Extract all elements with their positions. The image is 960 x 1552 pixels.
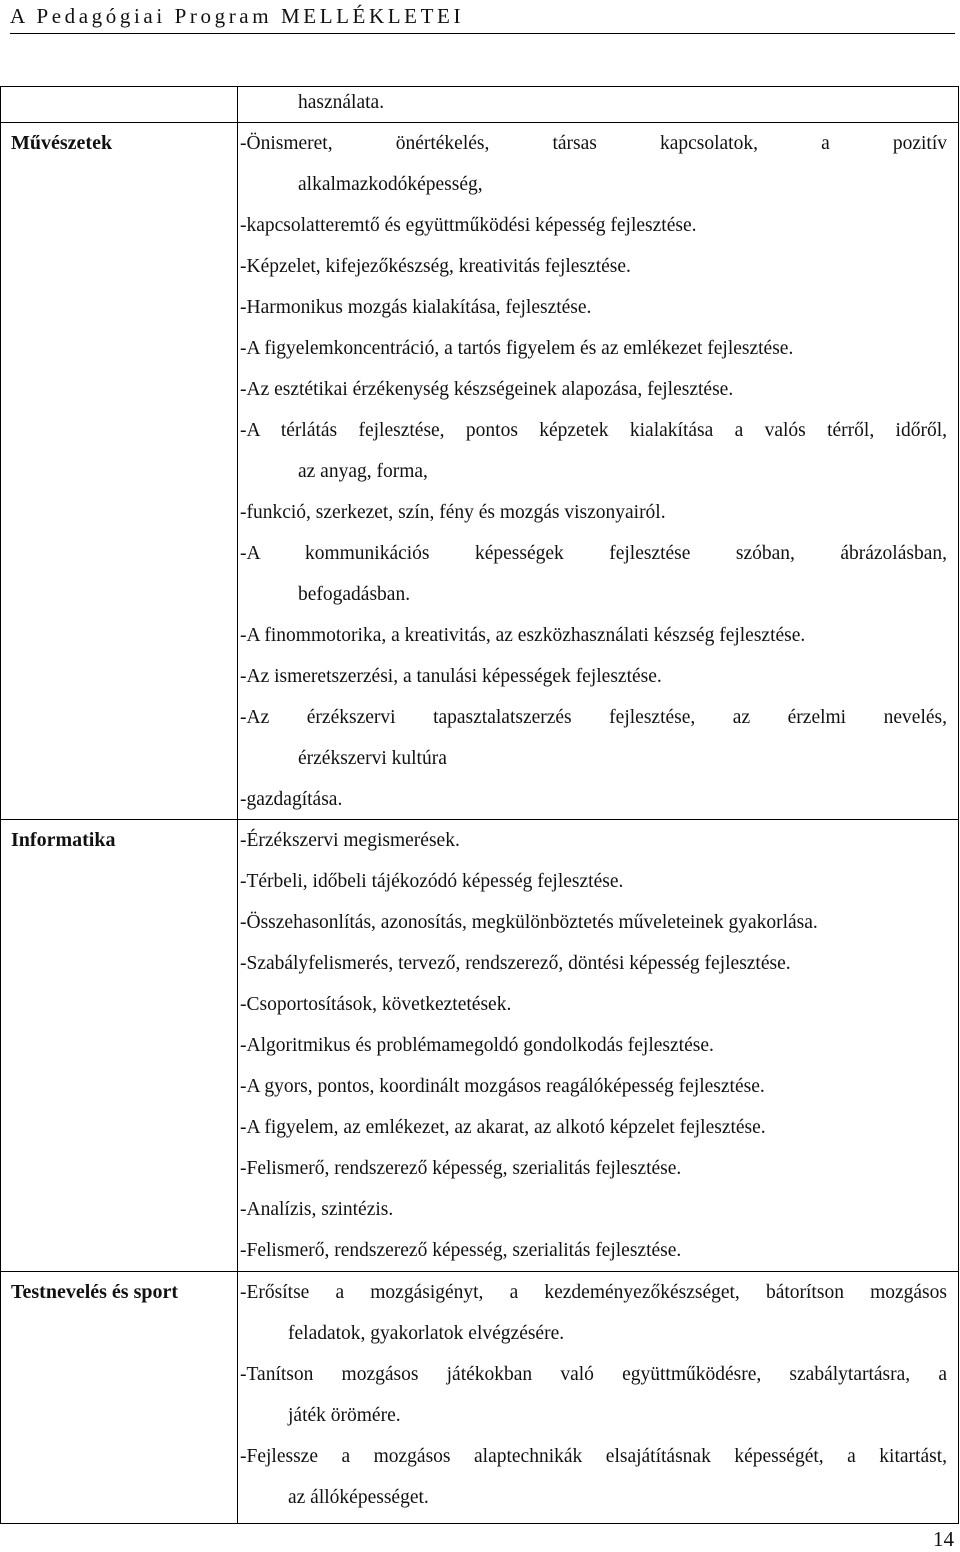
table-row-line: -Összehasonlítás, azonosítás, megkülönböztetés műveleteinek gyakorlása. [240,912,818,933]
table-row-line: -Az ismeretszerzési, a tanulási képességek fejlesztése. [240,666,662,687]
table-row-line: -Tanítson mozgásos játékokban való együttműködésre, szabálytartásra, a [240,1364,947,1385]
table-row-line: befogadásban. [298,584,411,605]
table-row-line: -A térlátás fejlesztése, pontos képzetek kialakítása a valós térről, időről, [240,420,947,441]
table-row-line: -A gyors, pontos, koordinált mozgásos reagálóképesség fejlesztése. [240,1076,765,1097]
table-row-line: -Önismeret, önértékelés, társas kapcsolatok, a pozitív [240,133,947,154]
table-row-line: -A kommunikációs képességek fejlesztése szóban, ábrázolásban, [240,543,947,564]
table-row-line: -Analízis, szintézis. [240,1199,394,1220]
table-row-line: -Felismerő, rendszerező képesség, szerialitás fejlesztése. [240,1158,682,1179]
table-row-line: az anyag, forma, [298,461,428,482]
table-row-line: -A figyelemkoncentráció, a tartós figyelem és az emlékezet fejlesztése. [240,338,794,359]
table-row-line: -Harmonikus mozgás kialakítása, fejlesztése. [240,297,592,318]
table-row-line: -A finommotorika, a kreativitás, az eszközhasználati készség fejlesztése. [240,625,806,646]
table-row-line: érzékszervi kultúra [298,748,447,769]
table-row-line: -funkció, szerkezet, szín, fény és mozgás viszonyairól. [240,502,666,523]
page-number: 14 [933,1527,954,1551]
table-row-line: -Térbeli, időbeli tájékozódó képesség fejlesztése. [240,871,624,892]
table-row-line: alkalmazkodóképesség, [298,174,483,195]
table-row-line: -kapcsolatteremtő és együttműködési képesség fejlesztése. [240,215,697,236]
subject-name: Testnevelés és sport [11,1281,179,1303]
table-row-line: -Felismerő, rendszerező képesség, szerialitás fejlesztése. [240,1240,682,1261]
table-row-line: -gazdagítása. [240,789,343,810]
table-row-line: feladatok, gyakorlatok elvégzésére. [288,1323,565,1344]
table-row-line: -Szabályfelismerés, tervező, rendszerező, döntési képesség fejlesztése. [240,953,791,974]
table-row-line: -Csoportosítások, következtetések. [240,994,512,1015]
table-row-line: -Képzelet, kifejezőkészség, kreativitás fejlesztése. [240,256,631,277]
table-row-line: játék örömére. [288,1405,401,1426]
table-row-line: -Az esztétikai érzékenység készségeinek alapozása, fejlesztése. [240,379,734,400]
table-row-line: -Algoritmikus és problémamegoldó gondolkodás fejlesztése. [240,1035,714,1056]
table-row-line: használata. [298,92,385,113]
table-row-line: -Erősítse a mozgásigényt, a kezdeményezőkészséget, bátorítson mozgásos [240,1282,947,1303]
table-row-line: -A figyelem, az emlékezet, az akarat, az alkotó képzelet fejlesztése. [240,1117,766,1138]
table-row-line: -Az érzékszervi tapasztalatszerzés fejlesztése, az érzelmi nevelés, [240,707,947,728]
table-row-line: -Fejlessze a mozgásos alaptechnikák elsajátításnak képességét, a kitartást, [240,1446,947,1467]
row-divider [0,819,959,820]
column-divider [237,86,238,1524]
table-row-line: -Érzékszervi megismerések. [240,830,460,851]
subject-name: Művészetek [11,132,113,154]
page-header: A Pedagógiai Program MELLÉKLETEI [10,4,955,34]
table-row-line: az állóképességet. [288,1487,429,1508]
subject-name: Informatika [11,829,116,851]
